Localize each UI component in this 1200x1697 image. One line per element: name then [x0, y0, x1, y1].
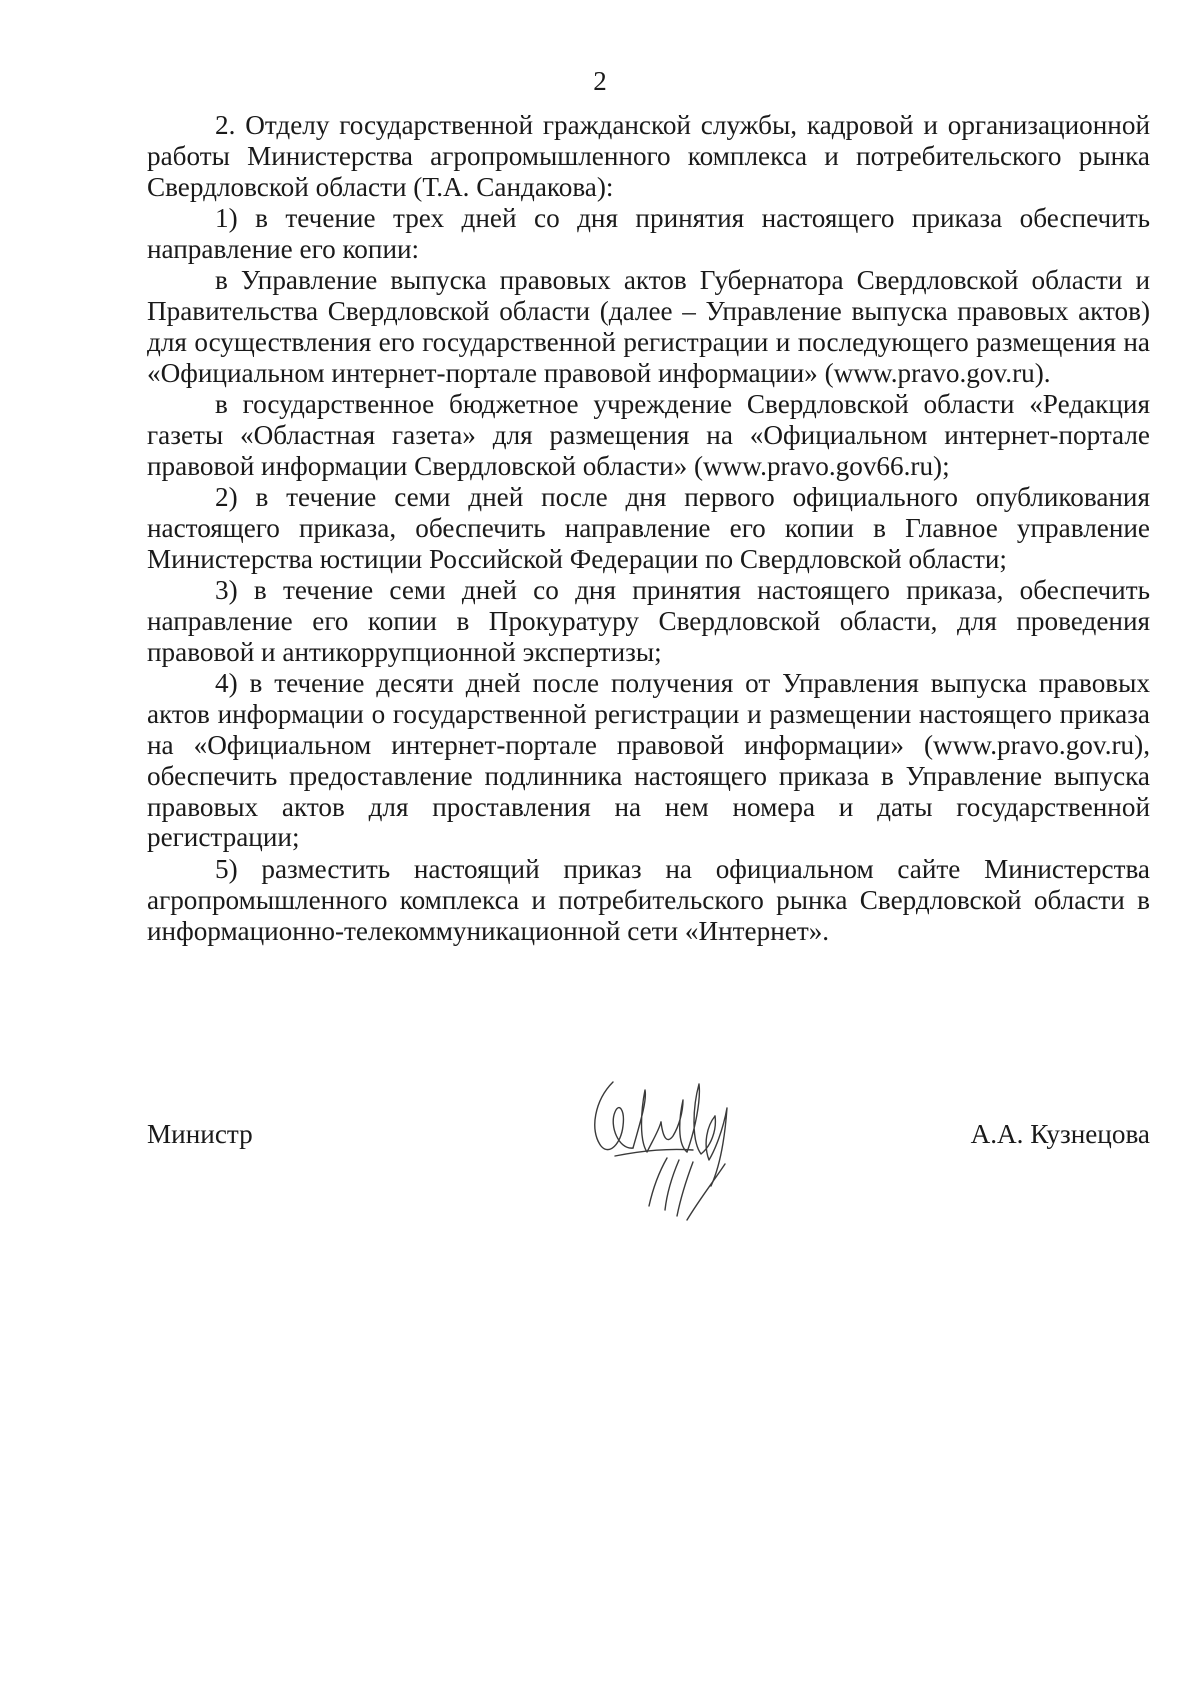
paragraph-subitem-4: 4) в течение десяти дней после получения от Управления выпуска правовых актов информации о государственной регистрации и размещении настоящего приказа на «Официальном интернет-портале правовой информации» (www.pravo.gov.ru), обеспечить предоставление подлинника настоящего приказа в Управление выпуска правовых актов для проставления на нем номера и даты государственной регистрации; — [147, 668, 1150, 853]
paragraph-subitem-3: 3) в течение семи дней со дня принятия настоящего приказа, обеспечить направление его копии в Прокуратуру Свердловской области, для проведения правовой и антикоррупционной экспертизы; — [147, 575, 1150, 667]
page-number: 2 — [593, 66, 607, 96]
paragraph-subitem-5: 5) разместить настоящий приказ на официальном сайте Министерства агропромышленного комплекса и потребительского рынка Свердловской области в информационно-телекоммуникационной сети «Интернет». — [147, 853, 1150, 946]
signatory-name: А.А. Кузнецова — [970, 1119, 1150, 1149]
paragraph-subitem-2: 2) в течение семи дней после дня первого официального опубликования настоящего приказа, обеспечить направление его копии в Главное управление Министерства юстиции Российской Федерации по Свердловской области; — [147, 482, 1150, 574]
signatory-title: Министр — [147, 1119, 253, 1149]
signature-block — [147, 1118, 1150, 1158]
paragraph-item-2: 2. Отделу государственной гражданской службы, кадровой и организационной работы Министерства агропромышленного комплекса и потребительского рынка Свердловской области (Т.А. Сандакова): — [147, 110, 1150, 202]
paragraph-recipient-1: в Управление выпуска правовых актов Губернатора Свердловской области и Правительства Свердловской области (далее – Управление выпуска правовых актов) для осуществления его государственной регистрации и последующего размещения на «Официальном интернет-портале правовой информации» (www.pravo.gov.ru). — [147, 265, 1150, 388]
paragraph-subitem-1: 1) в течение трех дней со дня принятия настоящего приказа обеспечить направление его копии: — [147, 203, 1150, 264]
paragraph-recipient-2: в государственное бюджетное учреждение Свердловской области «Редакция газеты «Областная газета» для размещения на «Официальном интернет-портале правовой информации Свердловской области» (www.pravo.gov66.ru); — [147, 389, 1150, 481]
document-body — [147, 110, 1150, 947]
